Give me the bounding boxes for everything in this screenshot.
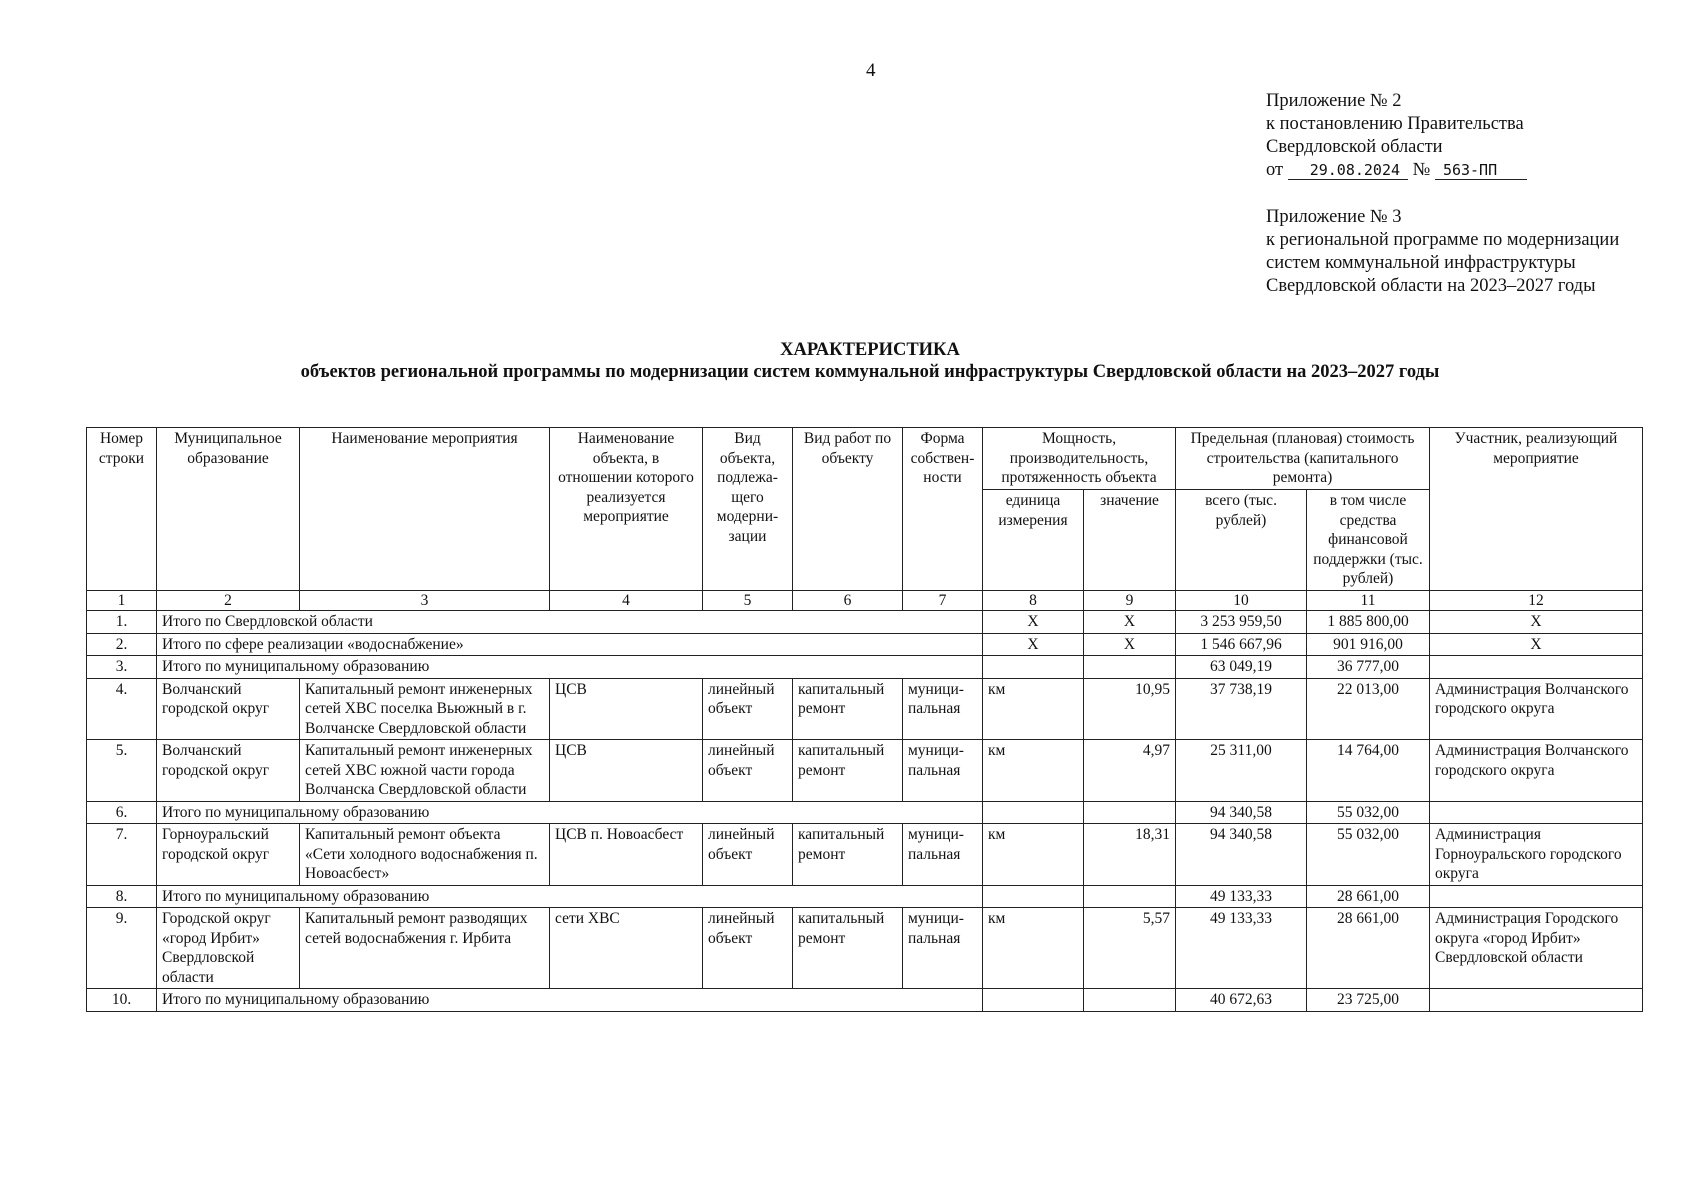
- participant-cell: [1430, 989, 1643, 1012]
- table-row: [87, 656, 1643, 679]
- unit-cell: X: [983, 633, 1084, 656]
- table-row: [87, 633, 1643, 656]
- unit-cell: [983, 801, 1084, 824]
- total-label: Итого по Свердловской области: [157, 611, 983, 634]
- header-row-number: Номер строки: [87, 428, 157, 591]
- column-number: 9: [1084, 590, 1176, 611]
- column-number: 4: [550, 590, 703, 611]
- header-unit: единица измерения: [983, 490, 1084, 591]
- header-cost: Предельная (плановая) стоимость строительства (капитального ремонта): [1176, 428, 1430, 490]
- column-number: 5: [703, 590, 793, 611]
- document-subtitle: объектов региональной программы по модернизации систем коммунальной инфраструктуры Свердловской области на 2023–2027 годы: [300, 362, 1440, 382]
- value-cell: [1084, 885, 1176, 908]
- page-number: 4: [866, 60, 876, 81]
- participant-cell: X: [1430, 611, 1643, 634]
- total-cost-cell: 49 133,33: [1176, 908, 1307, 989]
- municipality-cell: Горноуральский городской округ: [157, 824, 300, 886]
- table-row: [87, 678, 1643, 740]
- value-cell: 5,57: [1084, 908, 1176, 989]
- column-number: 8: [983, 590, 1084, 611]
- event-cell: Капитальный ремонт инженерных сетей ХВС поселка Вьюжный в г. Волчанске Свердловской области: [300, 678, 550, 740]
- ownership-cell: муници-пальная: [903, 678, 983, 740]
- total-cost-cell: 40 672,63: [1176, 989, 1307, 1012]
- value-cell: X: [1084, 633, 1176, 656]
- total-label: Итого по муниципальному образованию: [157, 801, 983, 824]
- object-type-cell: линейный объект: [703, 824, 793, 886]
- participant-cell: [1430, 656, 1643, 679]
- row-number: 7.: [87, 824, 157, 886]
- unit-cell: км: [983, 678, 1084, 740]
- object-type-cell: линейный объект: [703, 740, 793, 802]
- total-cost-cell: 25 311,00: [1176, 740, 1307, 802]
- support-cost-cell: 36 777,00: [1307, 656, 1430, 679]
- work-type-cell: капитальный ремонт: [793, 824, 903, 886]
- annex-date-line: [1266, 159, 1527, 182]
- from-label: от: [1266, 160, 1284, 180]
- ownership-cell: муници-пальная: [903, 824, 983, 886]
- row-number: 3.: [87, 656, 157, 679]
- object-cell: сети ХВС: [550, 908, 703, 989]
- value-cell: [1084, 989, 1176, 1012]
- participant-cell: Администрация Горноуральского городского округа: [1430, 824, 1643, 886]
- table-row: [87, 611, 1643, 634]
- unit-cell: км: [983, 824, 1084, 886]
- annex-line: к постановлению Правительства: [1266, 114, 1524, 134]
- unit-cell: X: [983, 611, 1084, 634]
- event-cell: Капитальный ремонт разводящих сетей водоснабжения г. Ирбита: [300, 908, 550, 989]
- header-object-name: Наименование объекта, в отношении которого реализуется мероприятие: [550, 428, 703, 591]
- support-cost-cell: 1 885 800,00: [1307, 611, 1430, 634]
- participant-cell: X: [1430, 633, 1643, 656]
- total-label: Итого по муниципальному образованию: [157, 885, 983, 908]
- unit-cell: км: [983, 740, 1084, 802]
- total-label: Итого по муниципальному образованию: [157, 989, 983, 1012]
- unit-cell: [983, 656, 1084, 679]
- header-municipality: Муниципальное образование: [157, 428, 300, 591]
- participant-cell: [1430, 801, 1643, 824]
- annex-3-reference: [1266, 206, 1619, 298]
- value-cell: X: [1084, 611, 1176, 634]
- participant-cell: Администрация Городского округа «город Ирбит» Свердловской области: [1430, 908, 1643, 989]
- event-cell: Капитальный ремонт объекта «Сети холодного водоснабжения п. Новоасбест»: [300, 824, 550, 886]
- header-value: значение: [1084, 490, 1176, 591]
- table-row: [87, 801, 1643, 824]
- annex-line: к региональной программе по модернизации: [1266, 230, 1620, 250]
- row-number: 6.: [87, 801, 157, 824]
- column-number: 3: [300, 590, 550, 611]
- total-cost-cell: 63 049,19: [1176, 656, 1307, 679]
- object-cell: ЦСВ: [550, 678, 703, 740]
- annex-line: Свердловской области на 2023–2027 годы: [1266, 276, 1596, 296]
- support-cost-cell: 23 725,00: [1307, 989, 1430, 1012]
- table-row: [87, 740, 1643, 802]
- number-label: №: [1412, 160, 1431, 180]
- municipality-cell: Волчанский городской округ: [157, 740, 300, 802]
- support-cost-cell: 28 661,00: [1307, 885, 1430, 908]
- annex-line: Свердловской области: [1266, 137, 1443, 157]
- column-numbers-row: [87, 590, 1643, 611]
- row-number: 10.: [87, 989, 157, 1012]
- row-number: 8.: [87, 885, 157, 908]
- value-cell: [1084, 656, 1176, 679]
- value-cell: 10,95: [1084, 678, 1176, 740]
- annex-2-reference: [1266, 90, 1527, 182]
- column-number: 2: [157, 590, 300, 611]
- row-number: 4.: [87, 678, 157, 740]
- support-cost-cell: 55 032,00: [1307, 801, 1430, 824]
- table-row: [87, 824, 1643, 886]
- objects-table: [86, 427, 1643, 1012]
- ownership-cell: муници-пальная: [903, 740, 983, 802]
- total-label: Итого по сфере реализации «водоснабжение»: [157, 633, 983, 656]
- table-row: [87, 989, 1643, 1012]
- support-cost-cell: 901 916,00: [1307, 633, 1430, 656]
- row-number: 2.: [87, 633, 157, 656]
- municipality-cell: Городской округ «город Ирбит» Свердловской области: [157, 908, 300, 989]
- row-number: 1.: [87, 611, 157, 634]
- header-work-type: Вид работ по объекту: [793, 428, 903, 591]
- support-cost-cell: 14 764,00: [1307, 740, 1430, 802]
- value-cell: 4,97: [1084, 740, 1176, 802]
- decree-number: 563-ПП: [1435, 161, 1527, 180]
- total-cost-cell: 1 546 667,96: [1176, 633, 1307, 656]
- header-participant: Участник, реализующий мероприятие: [1430, 428, 1643, 591]
- total-label: Итого по муниципальному образованию: [157, 656, 983, 679]
- work-type-cell: капитальный ремонт: [793, 678, 903, 740]
- work-type-cell: капитальный ремонт: [793, 908, 903, 989]
- total-cost-cell: 3 253 959,50: [1176, 611, 1307, 634]
- row-number: 5.: [87, 740, 157, 802]
- value-cell: 18,31: [1084, 824, 1176, 886]
- object-type-cell: линейный объект: [703, 908, 793, 989]
- column-number: 10: [1176, 590, 1307, 611]
- participant-cell: Администрация Волчанского городского округа: [1430, 678, 1643, 740]
- total-cost-cell: 37 738,19: [1176, 678, 1307, 740]
- support-cost-cell: 55 032,00: [1307, 824, 1430, 886]
- value-cell: [1084, 801, 1176, 824]
- annex-line: систем коммунальной инфраструктуры: [1266, 253, 1576, 273]
- header-ownership: Форма собствен-ности: [903, 428, 983, 591]
- object-cell: ЦСВ: [550, 740, 703, 802]
- support-cost-cell: 22 013,00: [1307, 678, 1430, 740]
- unit-cell: [983, 885, 1084, 908]
- header-capacity: Мощность, производительность, протяженность объекта: [983, 428, 1176, 490]
- column-number: 11: [1307, 590, 1430, 611]
- header-support: в том числе средства финансовой поддержки (тыс. рублей): [1307, 490, 1430, 591]
- object-type-cell: линейный объект: [703, 678, 793, 740]
- header-total: всего (тыс. рублей): [1176, 490, 1307, 591]
- total-cost-cell: 49 133,33: [1176, 885, 1307, 908]
- work-type-cell: капитальный ремонт: [793, 740, 903, 802]
- annex-line: Приложение № 3: [1266, 207, 1402, 227]
- object-cell: ЦСВ п. Новоасбест: [550, 824, 703, 886]
- unit-cell: [983, 989, 1084, 1012]
- column-number: 6: [793, 590, 903, 611]
- annex-line: Приложение № 2: [1266, 91, 1402, 111]
- ownership-cell: муници-пальная: [903, 908, 983, 989]
- header-event-name: Наименование мероприятия: [300, 428, 550, 591]
- column-number: 12: [1430, 590, 1643, 611]
- document-title: ХАРАКТЕРИСТИКА: [780, 340, 960, 360]
- support-cost-cell: 28 661,00: [1307, 908, 1430, 989]
- unit-cell: км: [983, 908, 1084, 989]
- column-number: 1: [87, 590, 157, 611]
- total-cost-cell: 94 340,58: [1176, 801, 1307, 824]
- event-cell: Капитальный ремонт инженерных сетей ХВС южной части города Волчанска Свердловской области: [300, 740, 550, 802]
- table-row: [87, 908, 1643, 989]
- participant-cell: Администрация Волчанского городского округа: [1430, 740, 1643, 802]
- total-cost-cell: 94 340,58: [1176, 824, 1307, 886]
- header-object-type: Вид объекта, подлежа-щего модерни-зации: [703, 428, 793, 591]
- participant-cell: [1430, 885, 1643, 908]
- decree-date: 29.08.2024: [1288, 161, 1408, 180]
- row-number: 9.: [87, 908, 157, 989]
- table-row: [87, 885, 1643, 908]
- column-number: 7: [903, 590, 983, 611]
- municipality-cell: Волчанский городской округ: [157, 678, 300, 740]
